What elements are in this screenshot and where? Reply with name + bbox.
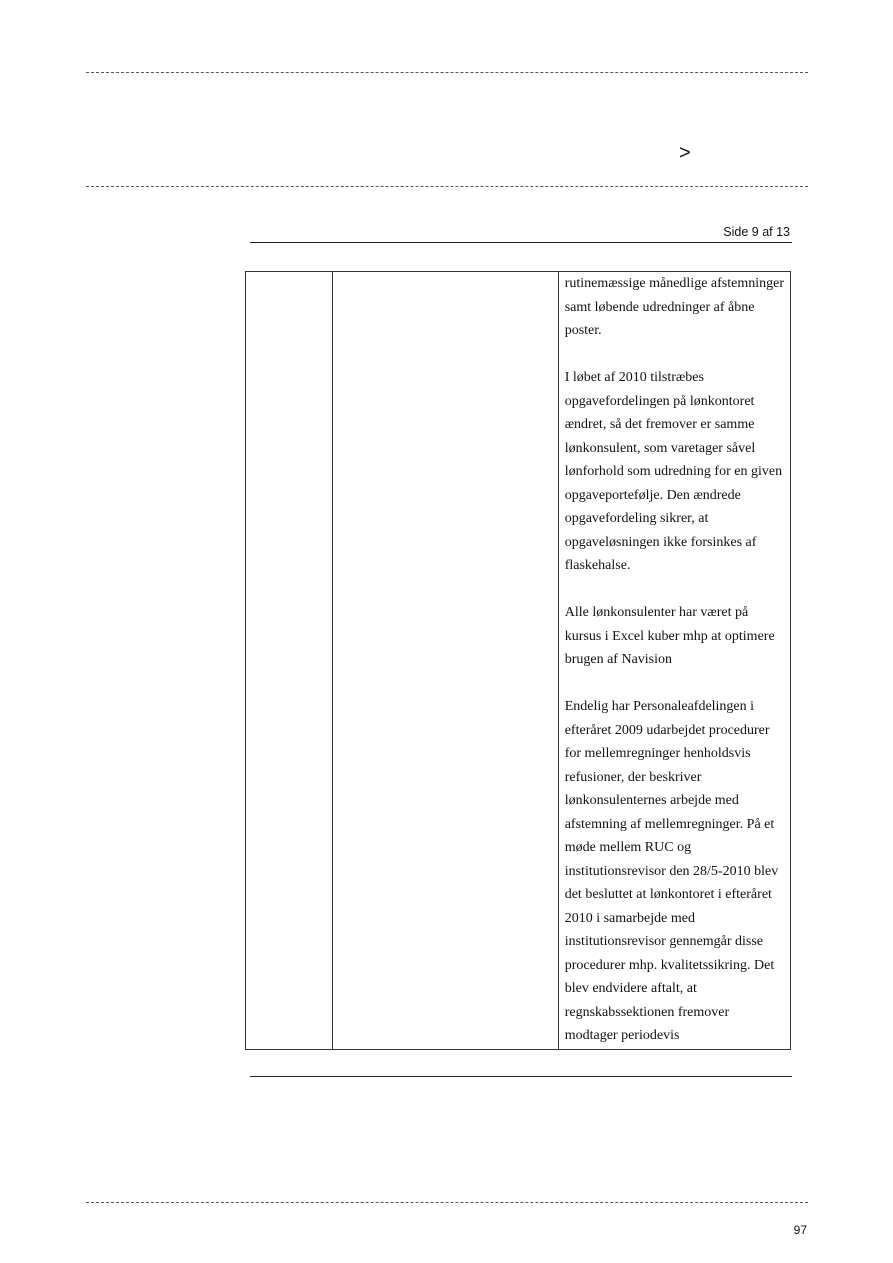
text-line: lønforhold som udredning for en given xyxy=(564,464,783,479)
content-table xyxy=(245,271,791,1050)
text-line: opgavefordeling sikrer, at xyxy=(564,511,709,526)
paragraph-4 xyxy=(565,695,784,1048)
text-line: institutionsrevisor den 28/5-2010 blev xyxy=(564,863,779,879)
text-line: samt løbende udredninger af åbne xyxy=(564,299,755,315)
text-line: Endelig har Personaleafdelingen i xyxy=(564,699,755,714)
text-line: efteråret 2009 udarbejdet procedurer xyxy=(564,722,770,738)
text-line: opgaveløsningen ikke forsinkes af xyxy=(564,534,757,550)
text-line: opgaveportefølje. Den ændrede xyxy=(564,487,741,503)
header-rule xyxy=(250,242,792,243)
text-line: lønkonsulent, som varetager såvel xyxy=(564,440,756,456)
header-dashed-line xyxy=(86,186,808,187)
text-line: opgavefordelingen på lønkontoret xyxy=(564,393,755,409)
text-line: ændret, så det fremover er samme xyxy=(564,417,755,432)
table-column-2 xyxy=(333,272,559,1049)
text-line: 2010 i samarbejde med xyxy=(564,910,695,926)
bottom-dashed-line xyxy=(86,1202,808,1203)
text-line: modtager periodevis xyxy=(564,1028,680,1043)
text-line: flaskehalse. xyxy=(564,558,631,573)
paragraph-3 xyxy=(565,601,784,672)
text-line: lønkonsulenternes arbejde med xyxy=(564,793,739,808)
paragraph-1 xyxy=(565,272,784,343)
table-column-3 xyxy=(559,272,790,1049)
text-line: kursus i Excel kuber mhp at optimere xyxy=(564,628,775,644)
text-line: brugen af Navision xyxy=(564,652,673,667)
top-dashed-line xyxy=(86,72,808,73)
page-header: Side 9 af 13 xyxy=(723,225,790,239)
page-number: 97 xyxy=(793,1223,807,1237)
header-marker: > xyxy=(679,142,691,164)
text-line: institutionsrevisor gennemgår disse xyxy=(564,934,764,949)
text-line: regnskabssektionen fremover xyxy=(564,1004,730,1020)
paragraph-2 xyxy=(565,366,784,578)
text-line: blev endvidere aftalt, at xyxy=(564,981,697,996)
text-line: for mellemregninger henholdsvis xyxy=(564,746,751,761)
text-line: procedurer mhp. kvalitetssikring. Det xyxy=(564,957,775,973)
text-line: rutinemæssige månedlige afstemninger xyxy=(564,276,784,291)
text-line: I løbet af 2010 tilstræbes xyxy=(564,370,704,385)
footer-rule xyxy=(250,1076,792,1077)
text-line: møde mellem RUC og xyxy=(564,840,692,855)
table-column-1 xyxy=(246,272,333,1049)
text-line: refusioner, der beskriver xyxy=(564,769,702,785)
text-line: Alle lønkonsulenter har været på xyxy=(564,605,749,620)
text-line: det besluttet at lønkontoret i efteråret xyxy=(564,887,772,902)
text-line: poster. xyxy=(564,323,602,338)
text-line: afstemning af mellemregninger. På et xyxy=(564,816,775,832)
